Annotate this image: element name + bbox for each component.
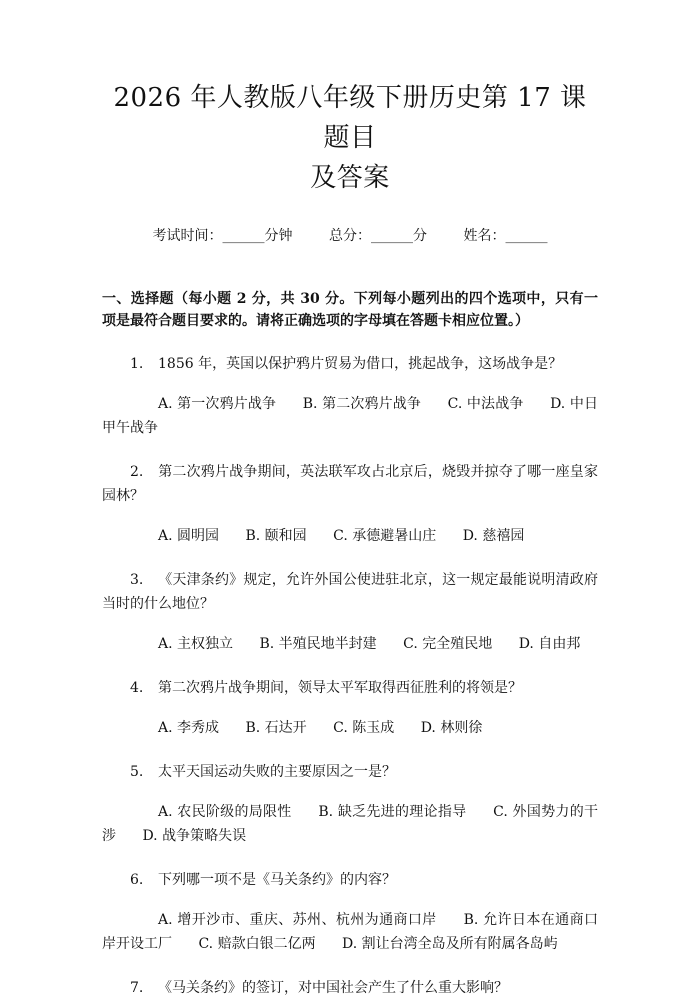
option-c: C. 外国势力的干涉: [102, 804, 598, 844]
section-heading-choice: 一、选择题（每小题 2 分，共 30 分。下列每小题列出的四个选项中，只有一项是最符合题目要求的。请将正确选项的字母填在答题卡相应位置。）: [102, 291, 598, 329]
student-name: 姓名：______: [463, 228, 548, 244]
question-4: [102, 676, 598, 700]
question-number: 7.: [130, 980, 144, 996]
option-b: B. 石达开: [245, 720, 307, 736]
question-5: [102, 760, 598, 784]
option-a: A. 主权独立: [158, 636, 234, 652]
question-number: 2.: [130, 464, 144, 480]
option-c: C. 中法战争: [447, 396, 524, 412]
options-5: [102, 800, 598, 848]
options-4: [102, 716, 598, 740]
question-number: 1.: [130, 356, 144, 372]
question-number: 3.: [130, 572, 144, 588]
options-1: [102, 392, 598, 440]
question-text: 《天津条约》规定，允许外国公使进驻北京，这一规定最能说明清政府当时的什么地位？: [102, 572, 598, 612]
options-6: [102, 908, 598, 956]
option-b: B. 第二次鸦片战争: [302, 396, 422, 412]
question-text: 第二次鸦片战争期间，领导太平军取得西征胜利的将领是？: [158, 680, 522, 696]
option-a: A. 增开沙市、重庆、苏州、杭州为通商口岸: [158, 912, 437, 928]
option-a: A. 农民阶级的局限性: [158, 804, 292, 820]
title-line-2: 及答案: [310, 163, 390, 193]
question-2: [102, 460, 598, 508]
option-c: C. 完全殖民地: [403, 636, 493, 652]
option-b: B. 缺乏先进的理论指导: [318, 804, 467, 820]
option-b: B. 半殖民地半封建: [259, 636, 377, 652]
document-title: [102, 78, 598, 198]
option-c: C. 陈玉成: [333, 720, 395, 736]
option-c: C. 赔款白银二亿两: [198, 936, 316, 952]
title-line-1: 2026 年人教版八年级下册历史第 17 课题目: [113, 83, 587, 153]
options-2: [102, 524, 598, 548]
option-c: C. 承德避暑山庄: [333, 528, 437, 544]
option-d: D. 慈禧园: [462, 528, 525, 544]
question-number: 6.: [130, 872, 144, 888]
question-1: [102, 352, 598, 376]
question-7: [102, 976, 598, 1000]
question-3: [102, 568, 598, 616]
question-6: [102, 868, 598, 892]
question-text: 1856 年，英国以保护鸦片贸易为借口，挑起战争，这场战争是？: [158, 356, 563, 372]
option-d: D. 战争策略失误: [142, 828, 247, 844]
option-a: A. 第一次鸦片战争: [158, 396, 277, 412]
option-b: B. 颐和园: [245, 528, 307, 544]
option-b: B. 允许日本在通商口岸开设工厂: [102, 912, 598, 952]
option-a: A. 李秀成: [158, 720, 220, 736]
question-text: 太平天国运动失败的主要原因之一是？: [158, 764, 396, 780]
option-d: D. 割让台湾全岛及所有附属各岛屿: [342, 936, 558, 952]
exam-total-score: 总分：______分: [329, 228, 427, 244]
question-number: 4.: [130, 680, 144, 696]
question-text: 下列哪一项不是《马关条约》的内容？: [158, 872, 396, 888]
option-d: D. 林则徐: [420, 720, 483, 736]
exam-info: [102, 226, 598, 246]
exam-time: 考试时间：______分钟: [152, 228, 293, 244]
question-text: 《马关条约》的签订，对中国社会产生了什么重大影响？: [158, 980, 508, 996]
options-3: [102, 632, 598, 656]
question-number: 5.: [130, 764, 144, 780]
option-d: D. 自由邦: [518, 636, 581, 652]
question-text: 第二次鸦片战争期间，英法联军攻占北京后，烧毁并掠夺了哪一座皇家园林？: [102, 464, 598, 504]
option-a: A. 圆明园: [158, 528, 220, 544]
option-d: D. 中日甲午战争: [102, 396, 598, 436]
